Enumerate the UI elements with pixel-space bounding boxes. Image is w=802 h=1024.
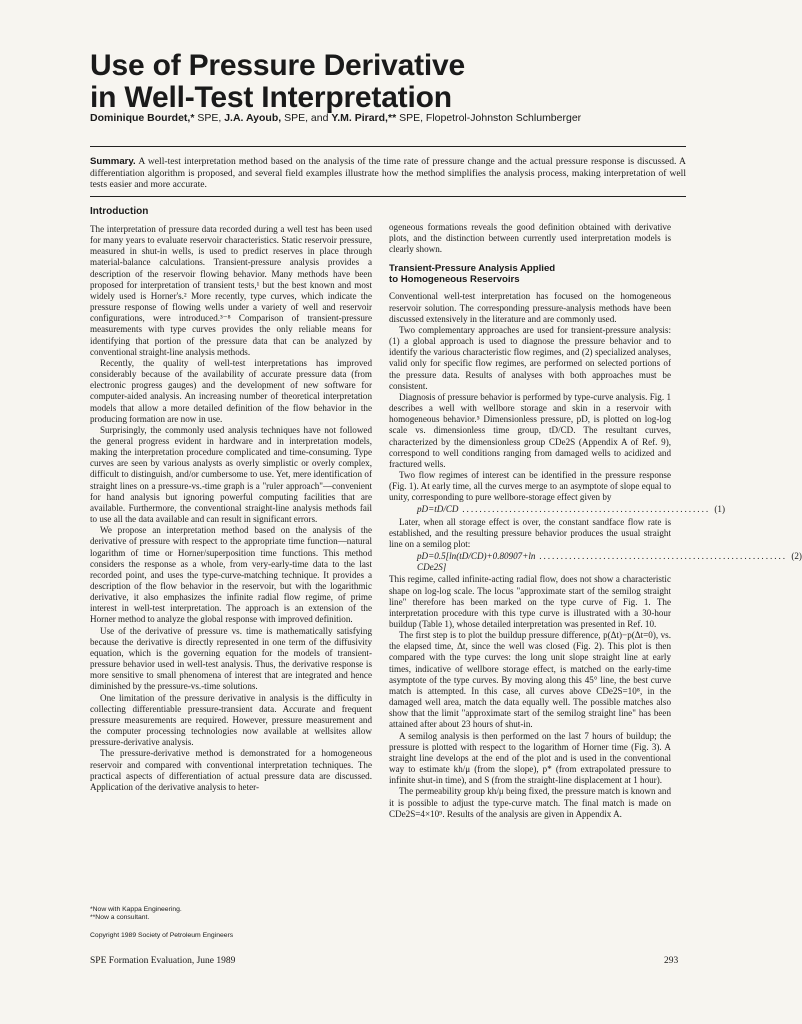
title-line-1: Use of Pressure Derivative — [90, 49, 466, 82]
summary-top-rule — [90, 146, 686, 147]
equation-2-number: (2) — [791, 551, 802, 562]
paper-title — [90, 50, 710, 114]
author-1-affiliation: SPE, — [194, 112, 225, 124]
right-paragraph-9: The permeability group kh/μ being fixed, the pressure match is known and it is possible to adjust the type-curve match. The final match is made on CDe2S=4×10⁹. Results of the analysis are given in Appendix A. — [389, 786, 671, 819]
right-paragraph-8: A semilog analysis is then performed on the last 7 hours of buildup; the pressure is plotted with respect to the logarithm of Horner time (Fig. 3). A straight line develops at the end of the plot and is used in the conventional way to estimate kh/μ (from the slope), p* (from extrapolated pressure to infinite shut-in time), and S (from the straight-line displacement at 1 hour). — [389, 730, 671, 786]
right-paragraph-6: This regime, called infinite-acting radial flow, does not show a characteristic shape on log-log scale. The locus "approximate start of the semilog straight line" therefore has been marked on the type curve of Fig. 1. The interpretation procedure with this type curve is illustrated with a 30-hour buildup (Table 1), whose detailed interpretation was presented in Ref. 10. — [389, 574, 671, 629]
transient-analysis-heading — [389, 263, 671, 285]
journal-citation: SPE Formation Evaluation, June 1989 — [90, 956, 236, 966]
summary-bottom-rule — [90, 196, 686, 197]
transient-heading-line-1: Transient-Pressure Analysis Applied — [389, 263, 556, 275]
equation-2 — [389, 551, 802, 573]
equation-1-number: (1) — [714, 504, 725, 515]
author-line — [90, 112, 730, 124]
transient-heading-line-2: to Homogeneous Reservoirs — [389, 274, 520, 286]
author-3: Y.M. Pirard,** — [331, 112, 397, 124]
right-paragraph-7: The first step is to plot the buildup pressure difference, p(Δt)−p(Δt=0), vs. the elapsed time, Δt, since the well was closed (Fig. 2). This plot is then compared with the type curves: the long unit slope straight line at early times, indicative of wellbore storage effect, is matched on the early-time asymptote of the type curves. By moving along this 45° line, the best curve match is attempted. In this case, all curves above CDe2S=10⁸, in the damaged well area, match the data equally well. The possible matches also show that the limit "approximate start of the semilog straight line" has been attained after about 23 hours of shut-in. — [389, 630, 671, 730]
right-paragraph-1: Conventional well-test interpretation has focused on the homogeneous reservoir solution. The corresponding pressure-analysis methods have been discussed extensively in the literature and are commonly used. — [389, 291, 671, 324]
intro-paragraph-4: We propose an interpretation method based on the analysis of the derivative of pressure with respect to the appropriate time function—natural logarithm of time or Horner/superposition time functions. This method considers the response as a whole, from very-early-time data to the last recorded point, and uses the type-curve-matching technique. It provides a description of the flow behavior in the reservoir, but with the logarithmic derivative, it also emphasizes the infinite radial flow regime, of prime interest in well-test interpretation. The approach is an extension of the Horner method to analyze the global response with improved definition. — [90, 525, 372, 625]
title-line-2: in Well-Test Interpretation — [90, 81, 452, 114]
right-paragraph-5: Later, when all storage effect is over, the constant sandface flow rate is established, and the resulting pressure behavior produces the usual straight line on a semilog plot: — [389, 516, 671, 549]
introduction-heading: Introduction — [90, 206, 149, 217]
footnote-2: **Now a consultant. — [90, 914, 150, 921]
summary-text: A well-test interpretation method based on the analysis of the time rate of pressure change and the actual pressure response is discussed. A differentiation algorithm is proposed, and several field examples illustrate how the method simplifies the analysis process, making interpretation of well tests easier and more accurate. — [90, 156, 686, 191]
summary-block — [90, 156, 686, 191]
left-column — [90, 206, 372, 793]
equation-2-body: pD=0.5[ln(tD/CD)+0.80907+ln CDe2S] — [417, 551, 536, 573]
equation-1-leader: .......................................................... — [462, 504, 711, 515]
right-paragraph-3: Diagnosis of pressure behavior is performed by type-curve analysis. Fig. 1 describes a well with wellbore storage and skin in a reservoir with homogeneous behavior.⁵ Dimensionless pressure, pD, is plotted on log-log scale vs. dimensionless time group, tD/CD. The resultant curves, characterized by the dimensionless group CDe2S (Appendix A of Ref. 9), correspond to well conditions ranging from damaged wells to acidized and fractured wells. — [389, 391, 671, 469]
right-paragraph-2: Two complementary approaches are used for transient-pressure analysis: (1) a global approach is used to diagnose the pressure behavior and to identify the various characteristic flow regimes, and (2) specialized analyses, valid only for specific flow regimes, are performed on selected portions of the pressure data. Results of analyses with both approaches must be consistent. — [389, 324, 671, 391]
right-column — [389, 222, 802, 820]
author-3-affiliation: SPE, Flopetrol-Johnston Schlumberger — [396, 112, 582, 124]
author-2-affiliation: SPE, and — [281, 112, 332, 124]
intro-paragraph-6: One limitation of the pressure derivative in analysis is the difficulty in collecting differentiable pressure-transient data. Accurate and frequent pressure measurements are required. However, pressure measurement and the computer processing technologies now available at wellsites allow pressure-derivative analysis. — [90, 692, 372, 748]
intro-paragraph-5: Use of the derivative of pressure vs. time is mathematically satisfying because the derivative is directly represented in one term of the diffusivity equation, which is the governing equation for the models of transient-pressure behavior used in well-test analysis. Thus, the derivative response is more sensitive to small phenomena of interest that are integrated and hence diminished by the pressure-vs.-time solutions. — [90, 625, 372, 692]
equation-1-body: pD=tD/CD — [417, 504, 459, 515]
intro-paragraph-7: The pressure-derivative method is demonstrated for a homogeneous reservoir and compared with conventional interpretation techniques. The practical aspects of differentiation of actual pressure data are discussed. Application of the derivative analysis to heter- — [90, 748, 372, 792]
intro-paragraph-1: The interpretation of pressure data recorded during a well test has been used for many years to evaluate reservoir characteristics. Static reservoir pressure, measured in shut-in wells, is used to predict reserves in place through material-balance calculations. Transient-pressure analysis provides a description of the reservoir flowing behavior. Many methods have been proposed for interpretation of transient tests,¹ but the best known and most widely used is Horner's.² More recently, type curves, which indicate the pressure response of flowing wells under a variety of well and reservoir configurations, were introduced.³⁻⁸ Comparison of transient-pressure measurements with type curves provides the only reliable means for identifying that portion of the pressure data that can be analyzed by conventional straight-line analysis methods. — [90, 224, 372, 357]
author-1: Dominique Bourdet,* — [90, 112, 195, 124]
equation-2-leader: .......................................................... — [539, 551, 788, 562]
footnote-1: *Now with Kappa Engineering. — [90, 906, 182, 913]
page-number: 293 — [664, 956, 679, 966]
author-2: J.A. Ayoub, — [224, 112, 282, 124]
intro-paragraph-2: Recently, the quality of well-test interpretations has improved considerably because of the availability of accurate pressure data (from electronic progress gauges) and the development of new software for computer-aided analysis. An increasing number of theoretical interpretation models that allow a more detailed definition of the flow behavior in the producing formation are now in use. — [90, 357, 372, 424]
copyright-notice: Copyright 1989 Society of Petroleum Engineers — [90, 932, 234, 939]
equation-1 — [389, 504, 725, 515]
right-paragraph-0: ogeneous formations reveals the good definition obtained with derivative plots, and the distinction between currently used interpretation models is clearly shown. — [389, 222, 671, 255]
right-paragraph-4: Two flow regimes of interest can be identified in the pressure response (Fig. 1). At early time, all the curves merge to an asymptote of slope equal to unity, corresponding to pure wellbore-storage effect given by — [389, 469, 671, 503]
summary-label: Summary. — [90, 156, 136, 167]
intro-paragraph-3: Surprisingly, the commonly used analysis techniques have not followed the general progress evident in hardware and in interpretation models, making the interpretation procedure complicated and time-consuming. Type curves are seen by various analysts as overly simplistic or overly complex, difficult to distinguish, and/or cumbersome to use. Yet, mere identification of straight lines on a pressure-vs.-time graph is a "ruler approach"—convenient for hand analysis but ignoring powerful computing facilities that are available. Furthermore, the conventional straight-line analysis methods fail to use all the data available and can result in significant errors. — [90, 424, 372, 525]
